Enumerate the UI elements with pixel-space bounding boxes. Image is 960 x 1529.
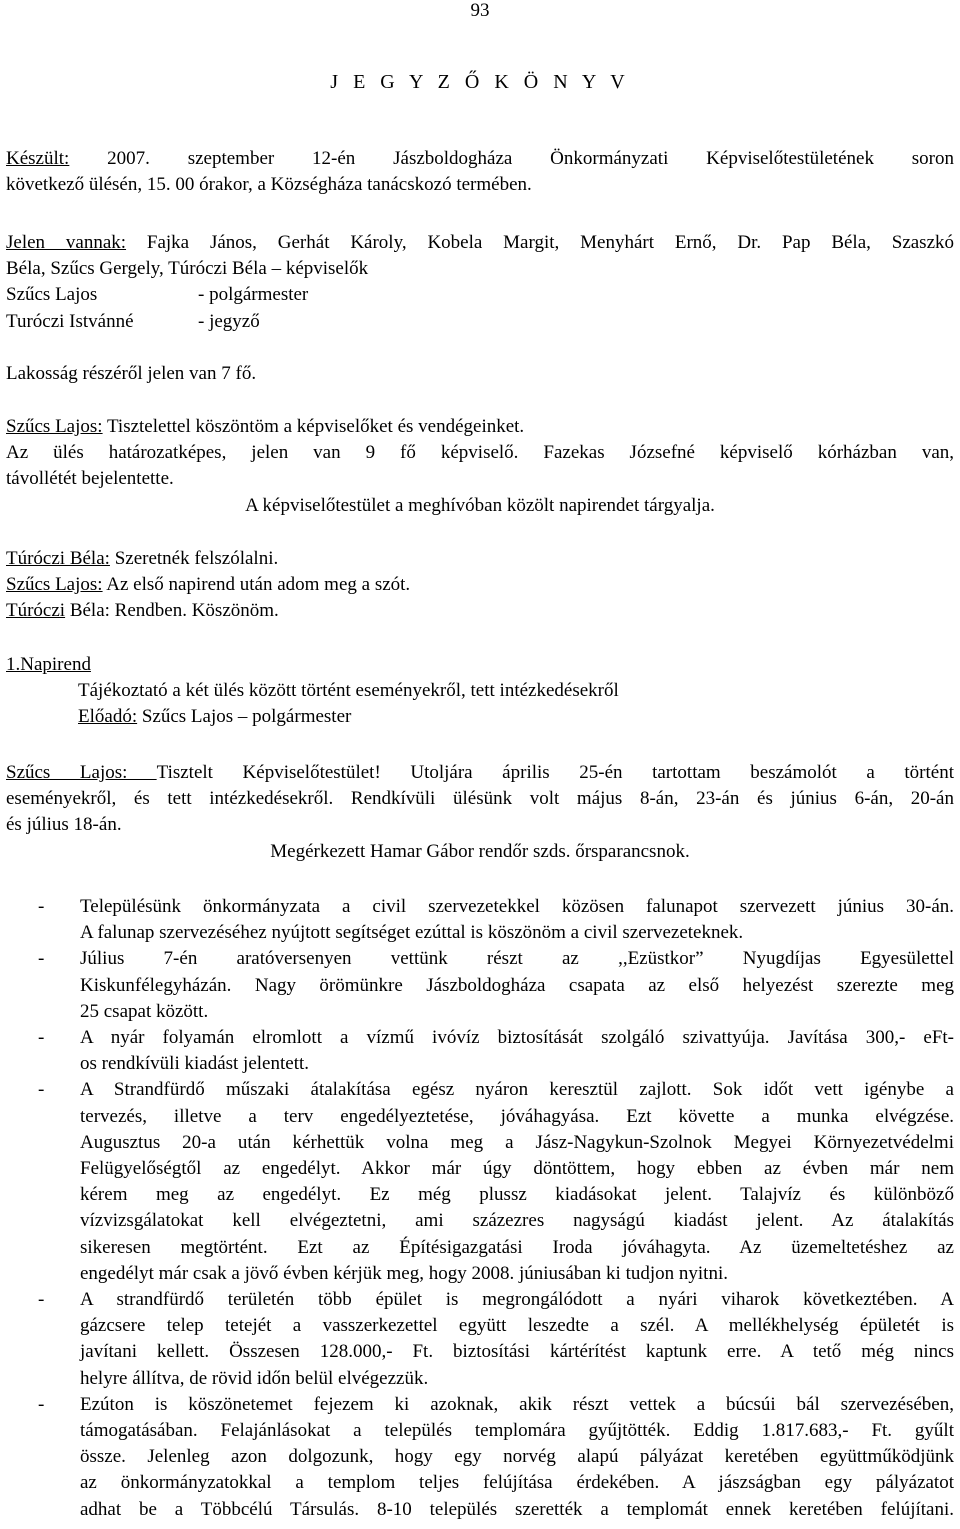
list-item: - Július 7-én aratóversenyen vettünk részt az ,,Ezüstkor” Nyugdíjas Egyesülettel Kiskunfélegyházán. Nagy örömünkre Jászboldogháza csapata az első helyezést szerezte meg 25 csapat között. bbox=[6, 946, 954, 1025]
list-item: - A Strandfürdő műszaki átalakítása egész nyáron keresztül zajlott. Sok időt vett igénybe a tervezés, illetve a terv engedélyeztetése, jóváhagyása. Ezt követte a munka elvégzése. Augusztus 20-a után kérhettük volna meg a Jász-Nagykun-Szolnok Megyei Környezetvédelmi Felügyelőségtől az engedélyt. Akkor már úgy döntöttem, hogy ebben az évben már nem kérem meg az engedélyt. Ez még plussz kiadásokat jelent. Talajvíz és különböző vízvizsgálatokat kell elvégeztetni, ami százezres nagyságú kiadást jelent. Az átalakítás sikeresen megtörtént. Ezt az Építésigazgatási Iroda jóváhagyta. Az üzemeltetéshez az engedélyt már csak a jövő évben kérjük meg, hogy 2008. júniusában ki tudjon nyitni. bbox=[6, 1077, 954, 1287]
opening-section bbox=[6, 414, 954, 519]
report-line-2: eseményekről, és tett intézkedésekről. Rendkívüli ülésünk volt május 8-án, 23-án és június 6-án, 20-án bbox=[6, 788, 954, 810]
prepared-line bbox=[6, 146, 954, 172]
present-line-2: Béla, Szűcs Gergely, Túróczi Béla – képviselők bbox=[6, 258, 369, 280]
intro-section bbox=[6, 146, 954, 198]
present-line bbox=[6, 230, 954, 256]
notary-name: Turóczi Istvánné bbox=[6, 310, 134, 332]
dialogue-line: Túróczi Béla: Rendben. Köszönöm. bbox=[6, 600, 279, 622]
report-section bbox=[6, 760, 954, 865]
mayor-name: Szűcs Lajos bbox=[6, 284, 98, 306]
speaker-label: Túróczi Béla: bbox=[6, 548, 110, 569]
dialogue-line: Túróczi Béla: Szeretnék felszólalni. bbox=[6, 548, 279, 569]
prepared-text: 2007. szeptember 12-én Jászboldogháza Önkormányzati Képviselőtestületének soron bbox=[69, 148, 954, 169]
bullet-dash: - bbox=[38, 896, 45, 917]
agenda-item-title: Tájékoztató a két ülés között történt eseményekről, tett intézkedésekről bbox=[78, 680, 619, 702]
agenda-item-section bbox=[6, 652, 954, 731]
agenda-item-presenter: Előadó: Szűcs Lajos – polgármester bbox=[78, 706, 352, 728]
present-label: Jelen vannak: bbox=[6, 232, 127, 253]
speaker-label: Szűcs Lajos: bbox=[6, 416, 103, 437]
opening-text: Tisztelettel köszöntöm a képviselőket és vendégeinket. bbox=[102, 416, 525, 437]
report-line: Szűcs Lajos: Tisztelt Képviselőtestület! Utoljára április 25-én tartottam beszámolót a történt bbox=[6, 762, 954, 783]
dialogue-section bbox=[6, 546, 954, 625]
list-item: - A nyár folyamán elromlott a vízmű ivóvíz biztosítását szolgáló szivattyúja. Javítása 300,- eFt- os rendkívüli kiadást jelentett. bbox=[6, 1025, 954, 1077]
bullet-dash: - bbox=[38, 948, 45, 970]
list-item: - A strandfürdő területén több épület is megrongálódott a nyári viharok következtében. A gázcsere telep tetejét a vasszerkezettel együtt leszedte a szél. A mellékhelység épületét is javítani kellett. Összesen 128.000,- Ft. biztosítási kártérítést kaptunk erre. A tető még nincs helyre állítva, de rövid időn belül elvégezzük. bbox=[6, 1287, 954, 1392]
agenda-item-label: 1.Napirend bbox=[6, 654, 91, 675]
speaker-label: Szűcs Lajos: bbox=[6, 574, 103, 596]
bullet-dash: - bbox=[38, 1289, 45, 1311]
mayor-role: - polgármester bbox=[198, 284, 309, 306]
notary-role: - jegyző bbox=[198, 310, 260, 332]
bullet-dash: - bbox=[38, 1393, 45, 1415]
arrival-note: Megérkezett Hamar Gábor rendőr szds. őrsparancsnok. bbox=[270, 840, 690, 862]
absence-line: távollétét bejelentette. bbox=[6, 468, 174, 490]
bullet-list bbox=[6, 894, 954, 1523]
speaker-label: Túróczi bbox=[6, 600, 66, 622]
notary-row bbox=[6, 309, 954, 335]
bullet-dash: - bbox=[38, 1079, 45, 1101]
mayor-row bbox=[6, 282, 954, 308]
bullet-dash: - bbox=[38, 1027, 45, 1049]
presenter-label: Előadó: bbox=[78, 706, 138, 728]
prepared-label: Készült: bbox=[6, 148, 70, 169]
page-number: 93 bbox=[470, 0, 490, 21]
report-line-3: és július 18-án. bbox=[6, 814, 122, 836]
opening-line bbox=[6, 414, 954, 440]
document-title: J E G Y Z Ő K Ö N Y V bbox=[330, 71, 630, 93]
list-item: - Településünk önkormányzata a civil szervezetekkel közösen falunapot szervezett június 30-án. A falunap szervezéséhez nyújtott segítséget ezúttal is köszönöm a civil szervezeteknek. bbox=[6, 894, 954, 946]
agenda-statement: A képviselőtestület a meghívóban közölt napirendet tárgyalja. bbox=[245, 494, 715, 516]
speaker-label: Szűcs Lajos: bbox=[6, 762, 157, 783]
present-text: Fajka János, Gerhát Károly, Kobela Margit, Menyhárt Ernő, Dr. Pap Béla, Szaszkó bbox=[126, 232, 955, 253]
public-attendance: Lakosság részéről jelen van 7 fő. bbox=[6, 362, 257, 384]
prepared-line-2: következő ülésén, 15. 00 órakor, a Községháza tanácskozó termében. bbox=[6, 174, 532, 196]
quorum-line: Az ülés határozatképes, jelen van 9 fő képviselő. Fazekas Józsefné képviselő kórházban van, bbox=[6, 442, 954, 464]
list-item: - Ezúton is köszönetemet fejezem ki azoknak, akik részt vettek a búcsúi bál szervezésében, támogatásában. Felajánlásokat a település templomára gyűjtötték. Eddig 1.817.683,- Ft. gyűlt össze. Jelenleg azon dolgozunk, hogy egy norvég alapú pályázat keretében együttműködjünk az önkormányzatokkal a templom teljes felújítása érdekében. A jászságban egy pályázatot adhat be a Többcélú Társulás. 8-10 település szerették a templomát ennek keretében felújítani. bbox=[6, 1392, 954, 1523]
dialogue-line: Szűcs Lajos: Az első napirend után adom meg a szót. bbox=[6, 574, 411, 596]
present-section bbox=[6, 230, 954, 387]
